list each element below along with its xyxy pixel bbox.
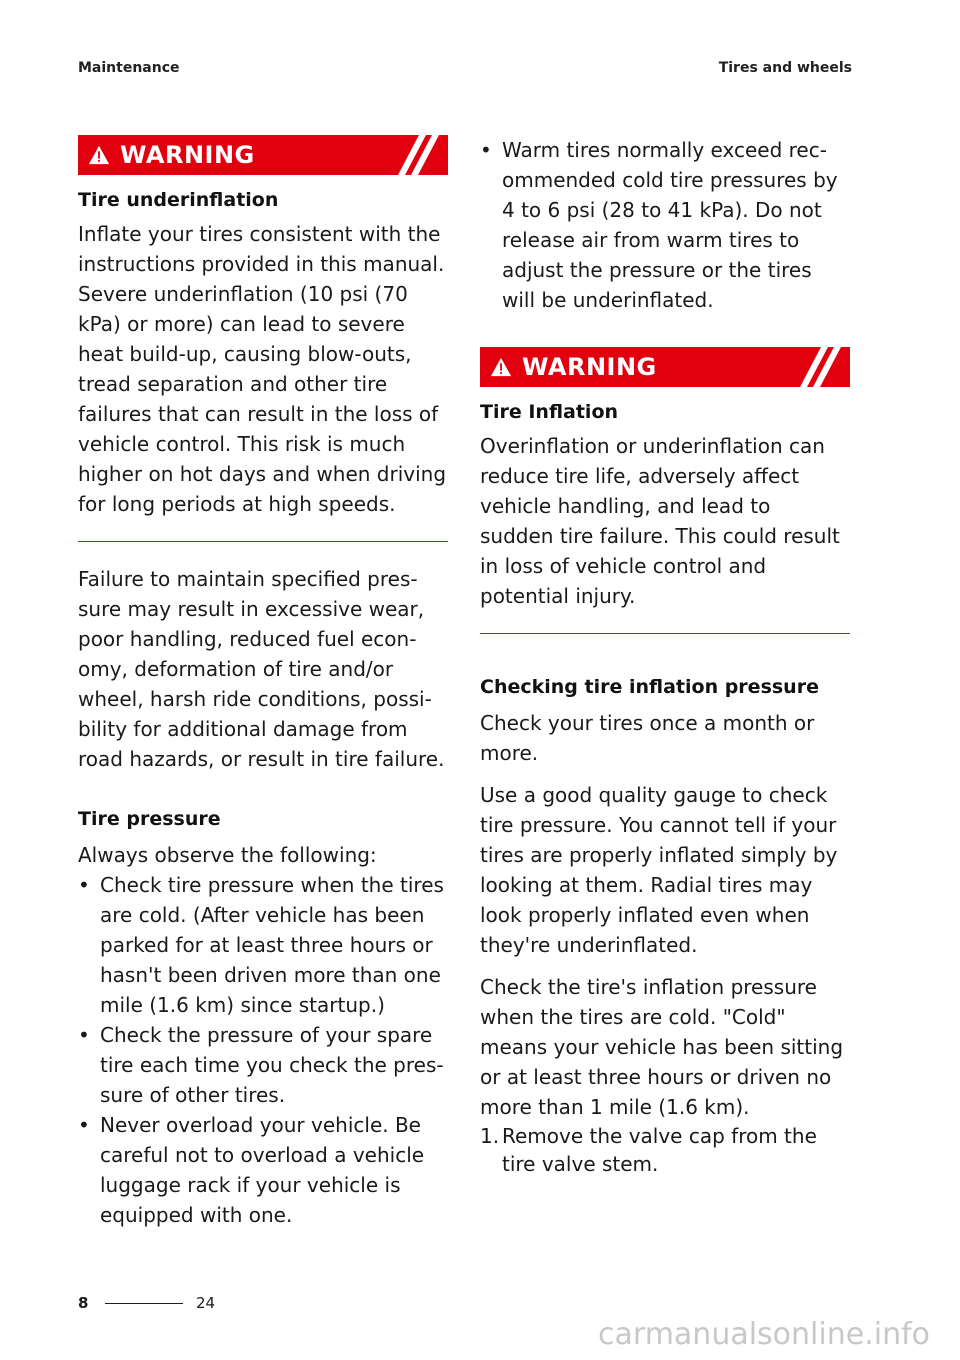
chapter-header: Maintenance xyxy=(78,60,180,76)
left-column xyxy=(78,135,448,1230)
watermark: carmanualsonline.info xyxy=(598,1317,930,1352)
warning-banner-inflation xyxy=(480,347,850,387)
section-heading-checking: Checking tire inflation pressure xyxy=(480,676,819,698)
section-heading-tire-pressure: Tire pressure xyxy=(78,808,221,830)
warning-banner-underinflation xyxy=(78,135,448,175)
list-item: • Warm tires normally exceed rec-ommended cold tire pressures by 4 to 6 psi (28 to 41 kPa). Do not release air from warm tires to adjust the pressure or the tires will be underinflated. xyxy=(480,135,850,315)
bullet-icon: • xyxy=(480,138,492,162)
paragraph-intro: Always observe the following: xyxy=(78,843,377,867)
list-item: • Never overload your vehicle. Be careful not to overload a vehicle luggage rack if your vehicle is equipped with one. xyxy=(78,1110,448,1230)
warning-triangle-icon xyxy=(88,144,110,166)
right-column xyxy=(480,135,850,1178)
warning-triangle-icon xyxy=(490,356,512,378)
warning-label: WARNING xyxy=(120,141,255,169)
page-number: 24 xyxy=(196,1294,216,1312)
paragraph-check-monthly: Check your tires once a month or more. xyxy=(480,711,815,765)
stripes-decoration xyxy=(378,135,448,175)
paragraph-gauge: Use a good quality gauge to check tire pressure. You cannot tell if your tires are properly inflated simply by looking at them. Radial tires may look properly inflated even when they're underinflated. xyxy=(480,783,838,957)
bullet-list xyxy=(480,135,850,315)
list-item: • Check the pressure of your spare tire each time you check the pres-sure of other tires. xyxy=(78,1020,448,1110)
warning-text: Inflate your tires consistent with the instructions provided in this manual. Severe underinflation (10 psi (70 kPa) or more) can lead to severe heat build-up, causing blow-outs, tread separation and other tire failures that can result in the loss of vehicle control. This risk is much higher on hot days and when driving for long periods at high speeds. xyxy=(78,222,447,516)
paragraph-failure: Failure to maintain specified pres-sure may result in excessive wear, poor handling, reduced fuel econ-omy, deformation of tire and/or wheel, harsh ride conditions, possi-bility for additional damage from road hazards, or result in tire failure. xyxy=(78,567,445,771)
warning-end-rule xyxy=(78,541,448,542)
bullet-list xyxy=(78,870,448,1230)
chapter-number: 8 xyxy=(78,1294,89,1312)
warning-subtitle: Tire Inflation xyxy=(480,401,619,423)
bullet-icon: • xyxy=(78,1113,90,1137)
step-number: 1. xyxy=(480,1124,500,1148)
warning-text: Overinflation or underinflation can reduce tire life, adversely affect vehicle handling, and lead to sudden tire failure. This could result in loss of vehicle control and potential injury. xyxy=(480,434,840,608)
stripes-decoration xyxy=(780,347,850,387)
step-item: 1. Remove the valve cap from the tire valve stem. xyxy=(480,1124,817,1176)
warning-end-rule xyxy=(480,633,850,634)
steps-list xyxy=(480,1122,850,1178)
list-item: • Check tire pressure when the tires are cold. (After vehicle has been parked for at least three hours or hasn't been driven more than one mile (1.6 km) since startup.) xyxy=(78,870,448,1020)
footer-divider xyxy=(105,1303,183,1304)
warning-subtitle: Tire underinflation xyxy=(78,189,279,211)
section-header: Tires and wheels xyxy=(718,60,852,76)
bullet-icon: • xyxy=(78,873,90,897)
warning-label: WARNING xyxy=(522,353,657,381)
bullet-icon: • xyxy=(78,1023,90,1047)
paragraph-cold: Check the tire's inflation pressure when the tires are cold. "Cold" means your vehicle has been sitting or at least three hours or driven no more than 1 mile (1.6 km). xyxy=(480,975,844,1119)
